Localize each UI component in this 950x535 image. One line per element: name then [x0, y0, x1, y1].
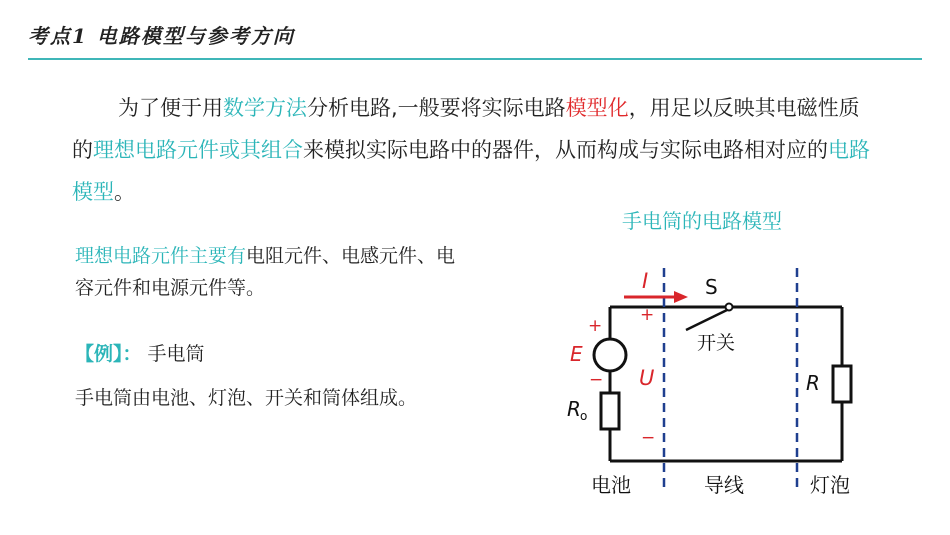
- composition-text: 手电筒由电池、灯泡、开关和筒体组成。: [75, 387, 418, 409]
- switch-label: S: [705, 275, 718, 299]
- elements-rest: 电阻元件、电感元件、电容元件和电源元件等。: [75, 245, 456, 299]
- load-resistor-symbol: [833, 366, 851, 402]
- intro-text-3: ，用足以反映其电磁性质的: [72, 96, 860, 162]
- example-colon: ：: [122, 343, 142, 365]
- emf-minus-sign: −: [589, 370, 604, 390]
- voltage-minus-sign: −: [641, 428, 656, 448]
- example-text: 手电筒: [147, 343, 205, 365]
- intro-highlight-circuit-model: 电路模型: [72, 138, 870, 204]
- internal-resistor-symbol: [601, 393, 619, 429]
- intro-text-1: 为了便于用: [118, 96, 223, 120]
- section-title: 考点1 电路模型与参考方向: [28, 24, 295, 48]
- intro-text-2: 分析电路,一般要将实际电路: [307, 96, 566, 120]
- load-resistance-label: R: [806, 371, 820, 395]
- voltage-label: U: [639, 366, 655, 390]
- switch-blade: [686, 310, 727, 330]
- diagram-title: 手电筒的电路模型: [622, 209, 782, 233]
- current-arrow: [624, 291, 688, 303]
- intro-text-5: 。: [114, 180, 135, 204]
- section-label-wire: 导线: [704, 473, 744, 497]
- section-label-battery: 电池: [591, 473, 631, 497]
- current-arrow-head: [674, 291, 688, 303]
- emf-source-symbol: [594, 339, 626, 371]
- emf-plus-sign: +: [588, 316, 603, 336]
- internal-resistance-subscript: o: [580, 409, 588, 423]
- current-label: I: [642, 269, 649, 293]
- voltage-plus-sign: +: [640, 305, 655, 325]
- example-tag: 【例】: [75, 343, 123, 365]
- emf-label: E: [570, 342, 583, 366]
- switch-contact: [726, 304, 733, 311]
- section-label-bulb: 灯泡: [810, 473, 850, 497]
- switch-name: 开关: [697, 332, 736, 354]
- internal-resistance-label: R: [567, 397, 581, 421]
- intro-highlight-modeling: 模型化: [565, 96, 629, 120]
- intro-highlight-ideal-elements: 理想电路元件或其组合: [93, 138, 303, 162]
- intro-highlight-math-method: 数学方法: [223, 96, 307, 120]
- elements-highlight: 理想电路元件主要有: [75, 245, 247, 267]
- intro-text-4: 来模拟实际电路中的器件，从而构成与实际电路相对应的: [303, 138, 828, 162]
